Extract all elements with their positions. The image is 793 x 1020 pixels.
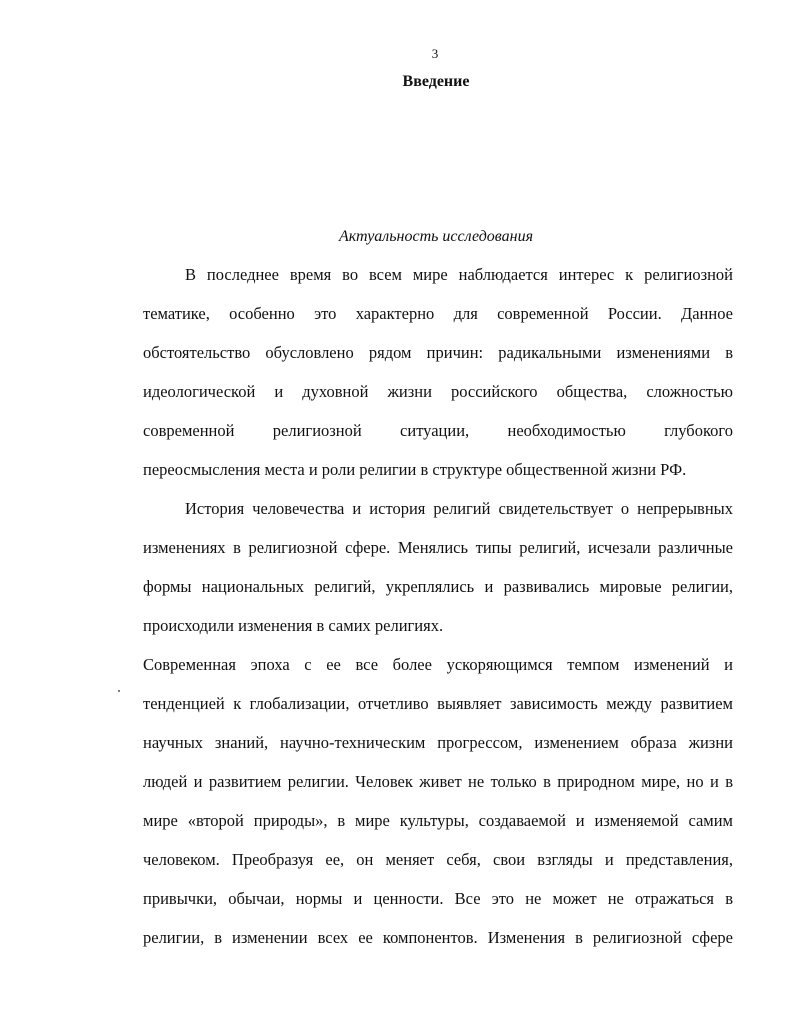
page-number: 3 — [431, 46, 439, 61]
paragraph-line: обстоятельство обусловлено рядом причин: радикальными изменениями в — [143, 343, 733, 362]
paragraph-line: переосмысления места и роли религии в структуре общественной жизни РФ. — [143, 460, 687, 479]
paragraph-line: мире «второй природы», в мире культуры, создаваемой и изменяемой самим — [143, 811, 733, 830]
paragraph-line: человеком. Преобразуя ее, он меняет себя, свои взгляды и представления, — [143, 850, 733, 869]
paragraph-line: привычки, обычаи, нормы и ценности. Все это не может не отражаться в — [143, 889, 733, 908]
paragraph-line: В последнее время во всем мире наблюдается интерес к религиозной — [185, 265, 733, 284]
section-title: Актуальность исследования — [338, 228, 534, 245]
paragraph-line: тенденцией к глобализации, отчетливо выявляет зависимость между развитием — [143, 694, 733, 713]
paragraph-line: идеологической и духовной жизни российского общества, сложностью — [143, 382, 733, 401]
paragraph-line: История человечества и история религий свидетельствует о непрерывных — [185, 499, 733, 518]
page-heading: Введение — [402, 73, 470, 90]
paragraph-line: изменениях в религиозной сфере. Менялись типы религий, исчезали различные — [143, 538, 733, 557]
paragraph-line: научных знаний, научно-техническим прогрессом, изменением образа жизни — [143, 733, 733, 752]
paragraph-line: Современная эпоха с ее все более ускоряющимся темпом изменений и — [143, 655, 733, 674]
paragraph-line: формы национальных религий, укреплялись и развивались мировые религии, — [143, 577, 733, 596]
paragraph-line: людей и развитием религии. Человек живет не только в природном мире, но и в — [143, 772, 733, 791]
paragraph-line: религии, в изменении всех ее компонентов. Изменения в религиозной сфере — [143, 928, 733, 947]
paragraph-line: происходили изменения в самих религиях. — [143, 616, 444, 635]
paragraph-line: современной религиозной ситуации, необходимостью глубокого — [143, 421, 733, 440]
paragraph-line: тематике, особенно это характерно для современной России. Данное — [143, 304, 733, 323]
scan-speck — [118, 690, 120, 692]
